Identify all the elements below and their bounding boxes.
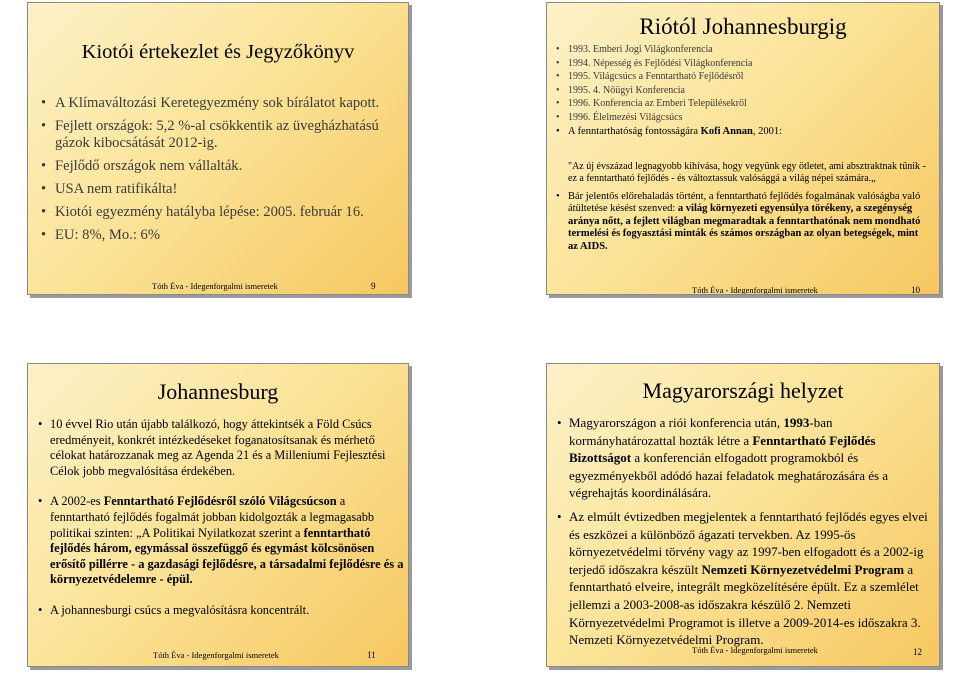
bold-text: 1993 — [783, 415, 810, 430]
text: a fenntartható elveire, integrált megközelítésére épült. Ez a szemlélet jellemzi a 2003-2008-as időszakra készülő 2. Nemzeti Környezetvédelmi Programot is illetve a 2009-2014-es időszakra 3. Nemzeti Környezetvédelmi Program. — [569, 561, 921, 648]
slide-footer: Tóth Éva - Idegenforgalmi ismeretek — [692, 645, 818, 655]
conference-item: • 1995. Világcsúcs a Fenntartható Fejlődésről — [556, 70, 934, 84]
bullet-item — [38, 494, 404, 588]
slide-title: Kiotói értekezlet és Jegyzőkönyv — [81, 41, 355, 63]
slide-title: Johannesburg — [157, 379, 279, 404]
bold-text: Fenntartható Fejlődésről szóló Világcsúcson — [103, 494, 337, 509]
bullet-list — [38, 417, 404, 634]
page-number: 10 — [911, 285, 920, 295]
bold-text: Fenntartható Fejlődés Bizottságot — [569, 432, 876, 466]
slide-11 — [27, 363, 409, 667]
text: , 2001: — [752, 126, 783, 137]
bullet-item: • Fejlődő országok nem vállalták. — [41, 158, 401, 175]
text: Magyarországon a riói konferencia után, — [569, 415, 784, 430]
bullet-item — [557, 508, 937, 649]
slide-footer: Tóth Éva - Idegenforgalmi ismeretek — [152, 281, 278, 291]
text: „A Politikai Nyilatkozat szerint a — [136, 525, 304, 540]
bullet-item: • A Klímaváltozási Keretegyezmény sok bírálatot kapott. — [41, 95, 401, 112]
bold-text: fenntartható fejlődés három, egymással összefüggő és egymást kölcsönösen erősítő pillérre - a gazdasági fejlődésre, a társadalmi fejlődésre és a környezetvédelemre - épül. — [50, 525, 404, 587]
text: Bár jelentős előrehaladás történt, a fenntartható fejlődés fogalmának valóságba való átültetése késést szenved: — [568, 190, 921, 215]
bold-text: Nemzeti Környezetvédelmi Program — [701, 561, 905, 577]
bold-text: a világ környezeti egyensúlya törékeny, a szegénység aránya nőtt, a fejlett világban megmaradtak a fenntarthatónak nem mondható termelési és fogyasztási minták és számos országban az olyan betegségek, mint az AIDS. — [568, 203, 921, 252]
bullet-list — [41, 95, 401, 250]
bullet-item: • A johannesburgi csúcs a megvalósításra koncentrált. — [38, 603, 404, 619]
conference-item: • 1996. Konferencia az Emberi Településekről — [556, 97, 934, 111]
bullet-item — [557, 414, 937, 502]
text: a konferencián elfogadott programokból és egyezményekből adódó hazai feladatok meghatározására és a végrehajtás koordinálására. — [569, 450, 889, 501]
kofi-quote: "Az új évszázad legnagyobb kihívása, hogy vegyünk egy ötletet, ami absztraktnak tűnik - ez a fenntartható fejlődés - és változtassuk valósággá a világ népei számára.„ — [568, 161, 926, 184]
slide-title: Magyarországi helyzet — [642, 378, 844, 403]
conference-item: • 1996. Élelmezési Világcsúcs — [556, 111, 934, 125]
bullet-item-kofi — [556, 126, 934, 138]
page-number: 11 — [367, 650, 376, 660]
text: -ban kormányhatározattal hozták létre a — [569, 415, 833, 448]
page-number: 12 — [913, 647, 922, 657]
slide-9 — [27, 2, 409, 295]
slide-title: Riótól Johannesburgig — [639, 14, 847, 39]
bullet-item: • Fejlett országok: 5,2 %-al csökkentik az üvegházhatású gázok kibocsátását 2012-ig. — [41, 118, 401, 152]
slide-footer: Tóth Éva - Idegenforgalmi ismeretek — [692, 285, 818, 295]
text: Az elmúlt évtizedben megjelentek a fenntartható fejlődés egyes elvei és eszközei a különböző ágazati tervekben. Az 1995-ös környezetvédelmi törvény vagy az 1997-ben elfogadott és a 2002-ig terjedő időszakra készült — [569, 508, 928, 577]
text: A 2002-es — [50, 494, 104, 509]
text: a fenntartható fejlődés fogalmát jobban kidolgozták a legmagasabb politikai szinten: — [50, 494, 375, 540]
conference-item: • 1993. Emberi Jogi Világkonferencia — [556, 43, 934, 57]
bullet-item: • USA nem ratifikálta! — [41, 181, 401, 198]
slide-12 — [546, 363, 940, 667]
bullet-item: • 10 évvel Rio után újabb találkozó, hogy áttekintsék a Föld Csúcs eredményeit, konkrét intézkedéseket foganatosítsanak és mérhető célokat határozzanak meg az Agenda 21 és a Milleniumi Fejlesztési Célok jobb megvalósítása érdekében. — [38, 417, 404, 479]
slide-footer: Tóth Éva - Idegenforgalmi ismeretek — [153, 650, 279, 660]
bullet-item — [556, 191, 930, 254]
page-number: 9 — [371, 281, 376, 291]
slide-10 — [546, 2, 940, 295]
conference-item: • 1994. Népesség és Fejlődési Világkonferencia — [556, 57, 934, 71]
bullet-item: • Kiotói egyezmény hatályba lépése: 2005. február 16. — [41, 204, 401, 221]
bullet-list — [557, 414, 937, 655]
conference-item: • 1995. 4. Nőügyi Konferencia — [556, 84, 934, 98]
bullet-item: • EU: 8%, Mo.: 6% — [41, 227, 401, 244]
kofi-annan-name: Kofi Annan — [700, 126, 753, 137]
bullet-list — [556, 43, 934, 138]
text: A fenntarthatóság fontosságára — [568, 126, 701, 137]
